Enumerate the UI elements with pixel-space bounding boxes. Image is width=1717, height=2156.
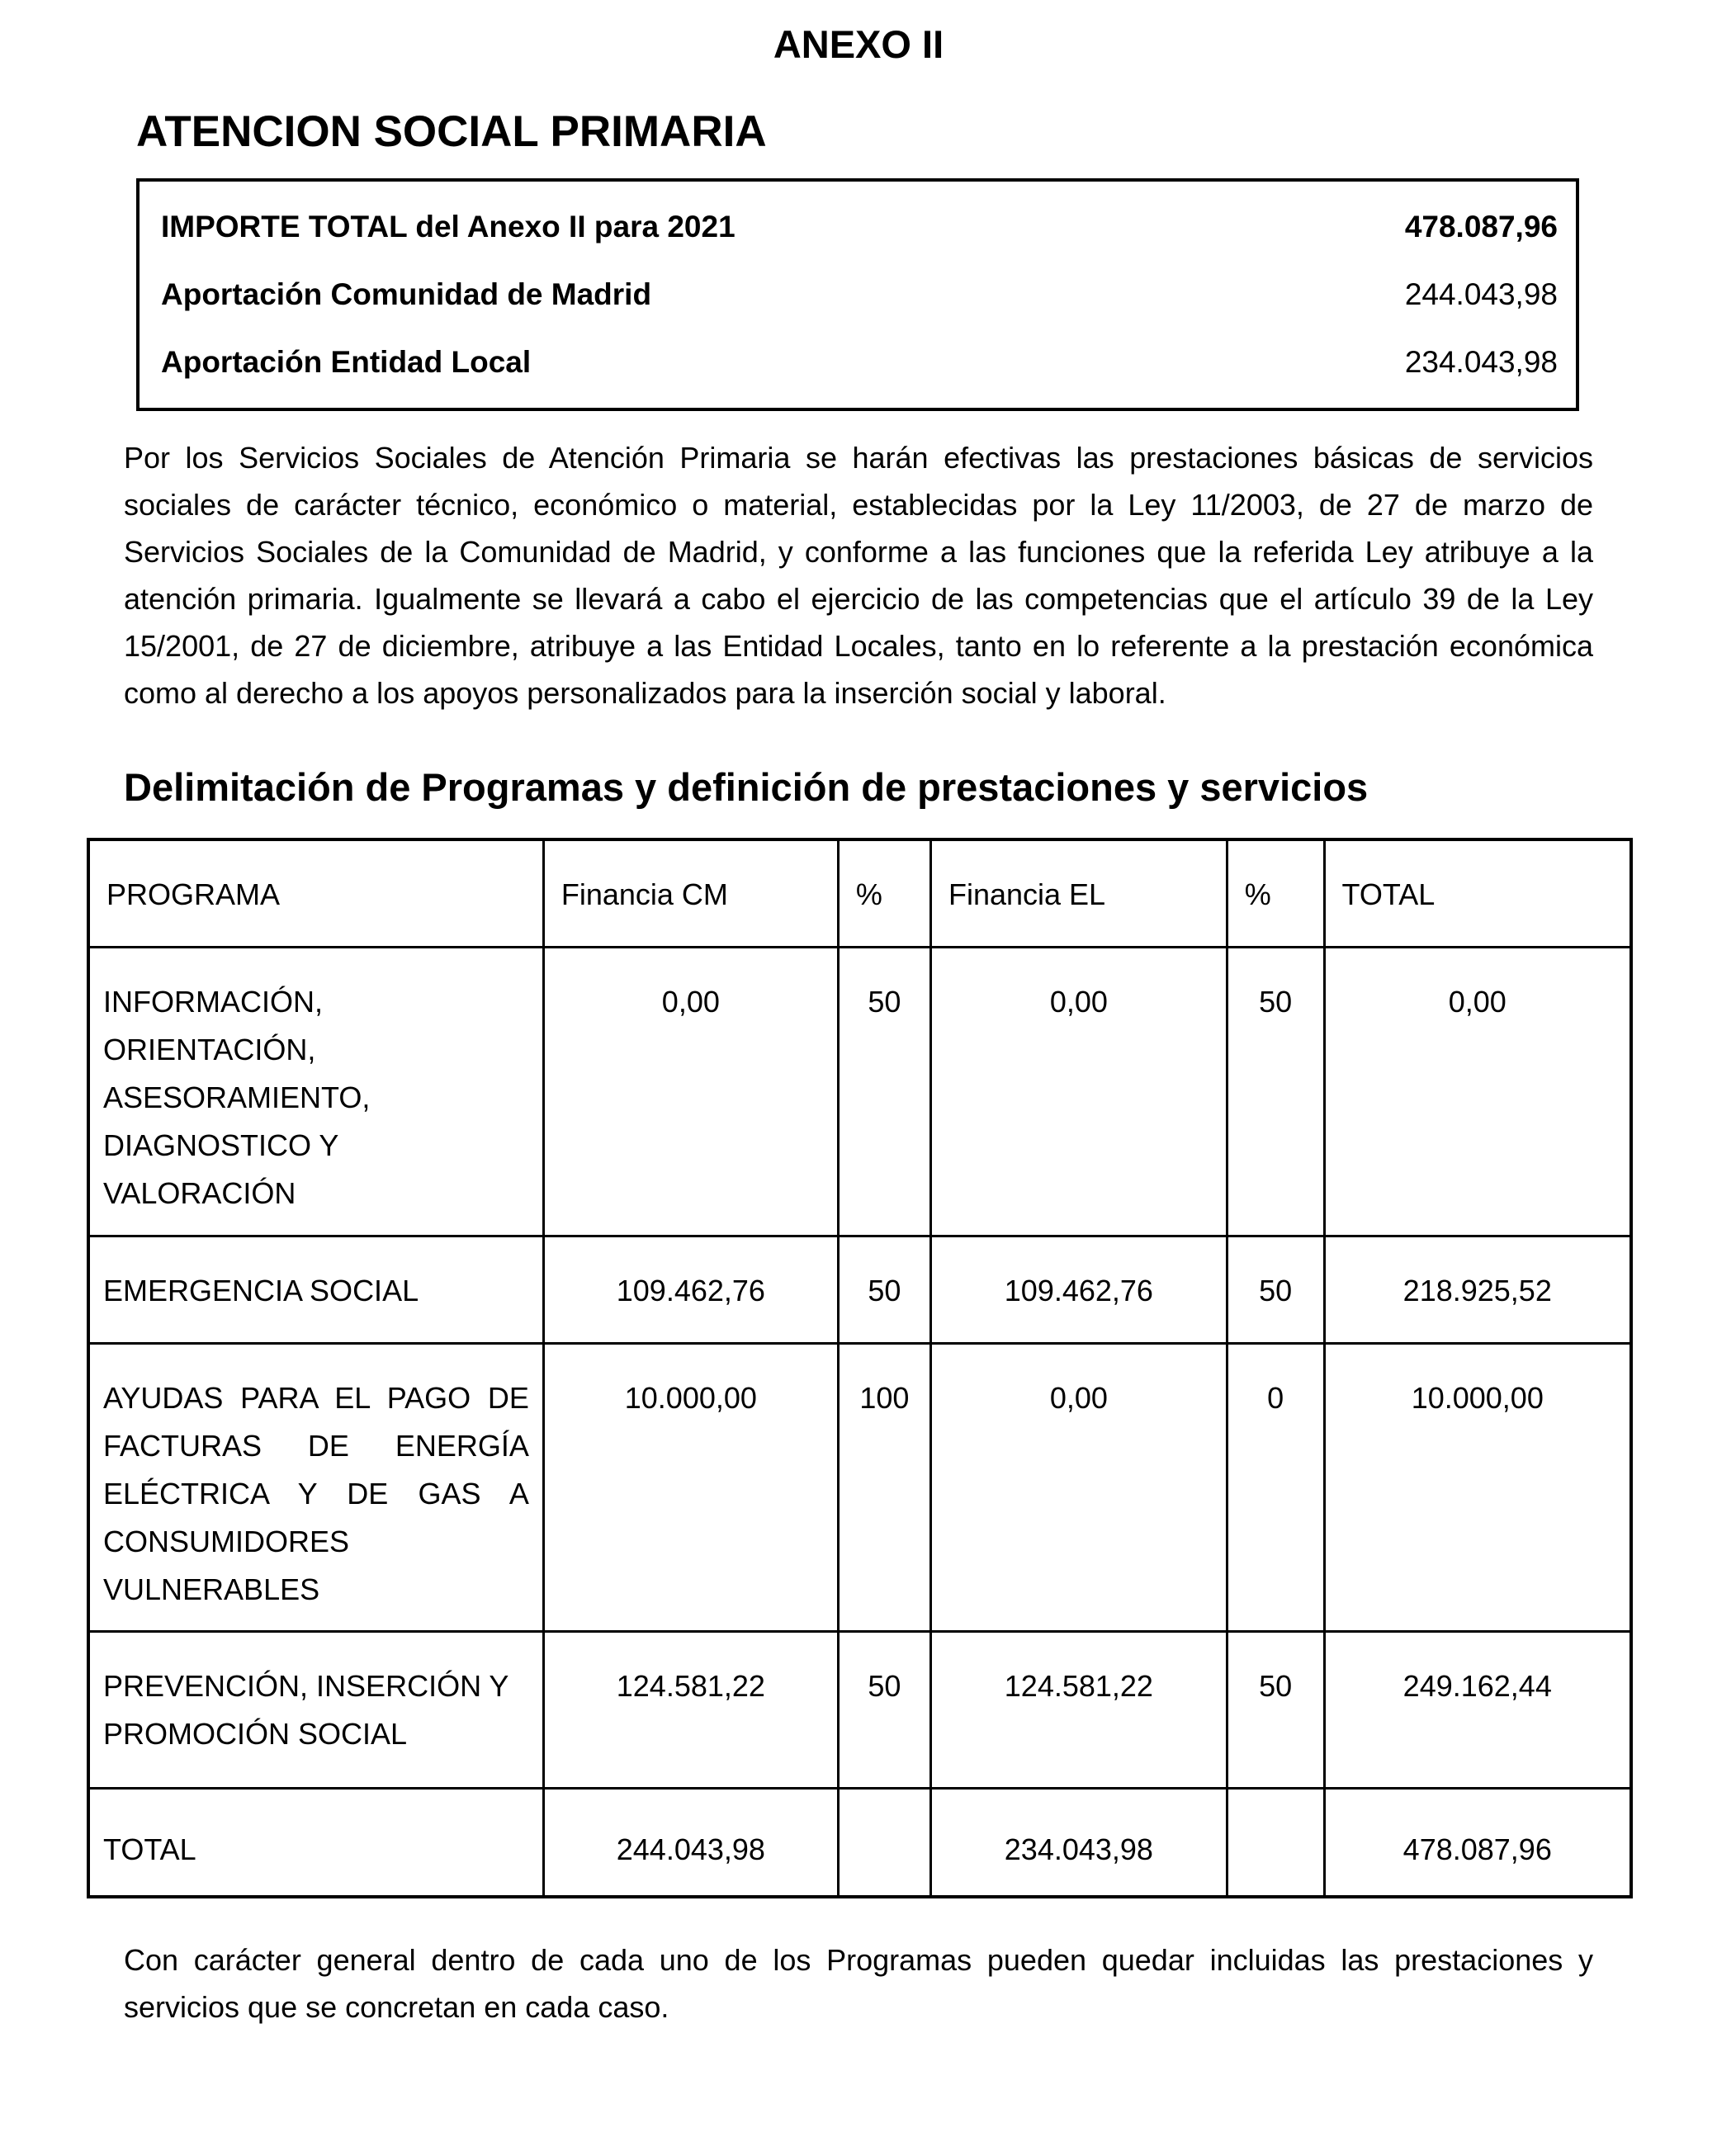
column-header-pct-cm: % [838,839,930,947]
cell-financia-cm: 0,00 [543,947,838,1236]
cell-pct-cm: 100 [838,1343,930,1631]
intro-paragraph: Por los Servicios Sociales de Atención Primaria se harán efectivas las prestaciones básicas de servicios sociales de carácter técnico, económico o material, establecidas por la Ley 11/2003, de 27 de marzo de Servicios Sociales de la Comunidad de Madrid, y conforme a las funciones que la referida Ley atribuye a la atención primaria. Igualmente se llevará a cabo el ejercicio de las competencias que el artículo 39 de la Ley 15/2001, de 27 de diciembre, atribuye a las Entidad Locales, tanto en lo referente a la prestación económica como al derecho a los apoyos personalizados para la inserción social y laboral. [124,441,1593,710]
summary-value: 234.043,98 [1404,345,1558,379]
cell-pct-el: 50 [1227,1631,1324,1788]
cell-pct-el [1227,1788,1324,1897]
cell-pct-el: 50 [1227,1236,1324,1343]
table-row-informacion [88,947,1631,1236]
cell-total: 218.925,52 [1324,1236,1631,1343]
cell-financia-el: 109.462,76 [930,1236,1227,1343]
cell-programa: INFORMACIÓN, ORIENTACIÓN, ASESORAMIENTO, DIAGNOSTICO Y VALORACIÓN [88,947,543,1236]
cell-financia-cm: 10.000,00 [543,1343,838,1631]
cell-total: 249.162,44 [1324,1631,1631,1788]
summary-row-importe-total [140,210,1576,244]
cell-financia-el: 234.043,98 [930,1788,1227,1897]
column-header-programa: PROGRAMA [88,839,543,947]
summary-label: Aportación Entidad Local [161,345,532,379]
column-header-financia-el: Financia EL [930,839,1227,947]
cell-financia-el: 0,00 [930,947,1227,1236]
cell-financia-cm: 109.462,76 [543,1236,838,1343]
cell-programa: PREVENCIÓN, INSERCIÓN Y PROMOCIÓN SOCIAL [88,1631,543,1788]
cell-total: 10.000,00 [1324,1343,1631,1631]
cell-financia-cm: 244.043,98 [543,1788,838,1897]
table-row-total [88,1788,1631,1897]
cell-pct-el: 0 [1227,1343,1324,1631]
cell-pct-cm: 50 [838,1236,930,1343]
summary-row-aportacion-el [140,345,1576,380]
table-header-row [88,839,1631,947]
closing-paragraph: Con carácter general dentro de cada uno de los Programas pueden quedar incluidas las prestaciones y servicios que se concretan en cada caso. [124,1943,1593,2024]
summary-row-aportacion-cm [140,277,1576,312]
cell-programa: EMERGENCIA SOCIAL [88,1236,543,1343]
column-header-financia-cm: Financia CM [543,839,838,947]
table-heading: Delimitación de Programas y definición de prestaciones y servicios [124,765,1369,809]
cell-programa: AYUDAS PARA EL PAGO DE FACTURAS DE ENERGÍA ELÉCTRICA Y DE GAS A CONSUMIDORES VULNERABLES [88,1343,543,1631]
table-row-ayudas [88,1343,1631,1631]
page-title: ANEXO II [773,22,944,66]
cell-programa: TOTAL [88,1788,543,1897]
summary-label: IMPORTE TOTAL del Anexo II para 2021 [161,210,736,243]
column-header-total: TOTAL [1324,839,1631,947]
cell-financia-el: 0,00 [930,1343,1227,1631]
cell-total: 478.087,96 [1324,1788,1631,1897]
summary-value: 244.043,98 [1404,277,1558,311]
cell-pct-el: 50 [1227,947,1324,1236]
cell-total: 0,00 [1324,947,1631,1236]
column-header-pct-el: % [1227,839,1324,947]
summary-label: Aportación Comunidad de Madrid [161,277,652,311]
cell-financia-el: 124.581,22 [930,1631,1227,1788]
cell-pct-cm: 50 [838,1631,930,1788]
table-row-prevencion [88,1631,1631,1788]
table-row-emergencia [88,1236,1631,1343]
summary-value: 478.087,96 [1404,210,1558,243]
cell-pct-cm: 50 [838,947,930,1236]
summary-box [136,178,1579,411]
programs-table [87,838,1633,1898]
section-heading: ATENCION SOCIAL PRIMARIA [136,107,767,156]
cell-financia-cm: 124.581,22 [543,1631,838,1788]
cell-pct-cm [838,1788,930,1897]
